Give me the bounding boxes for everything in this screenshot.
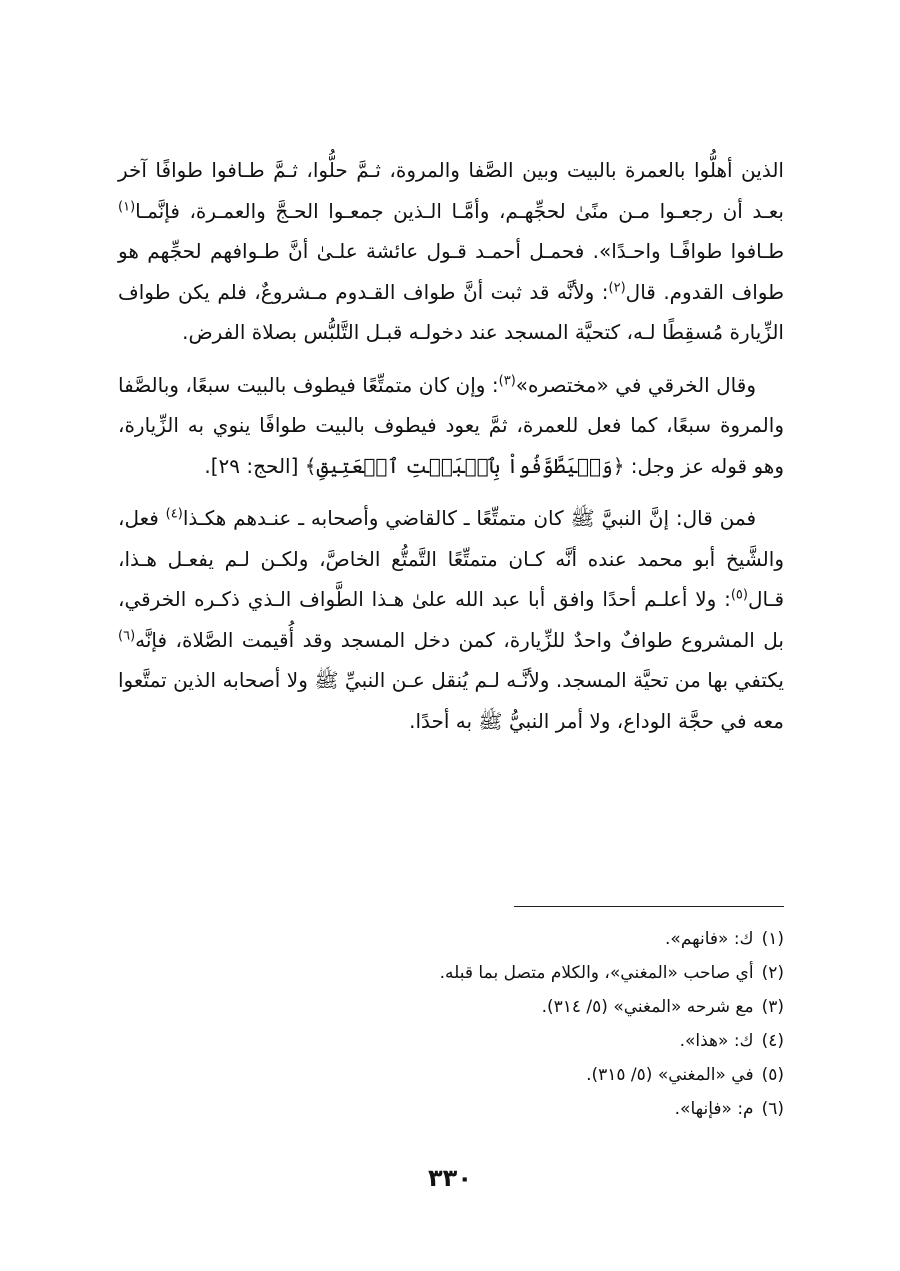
footnote-item — [300, 1092, 784, 1126]
footnote-marker: (٦) — [118, 627, 136, 643]
footnote-number: (٤) — [761, 1031, 784, 1051]
paragraph-text: : ولا أعلـم أحدًا وافق أبا عبد الله علىٰ هـذا الطَّواف الـذي ذكـره الخرقي، بل المشروع طوافٌ واحدٌ للزِّيارة، كمن دخل المسجد وقد أُقيمت الصَّلاة، فإنَّه — [118, 587, 784, 652]
quran-verse: ﴿وَلۡيَطَّوَّفُواْ بِٱلۡبَيۡتِ ٱلۡعَتِيقِ﴾ — [304, 453, 625, 478]
footnote-text: مع شرحه «المغني» (٥/ ٣١٤). — [541, 997, 754, 1017]
footnote-number: (٦) — [761, 1099, 784, 1119]
footnote-item — [300, 956, 784, 990]
footnotes-list — [300, 922, 784, 1126]
footnote-number: (١) — [761, 929, 784, 949]
verse-reference: [الحج: ٢٩]. — [204, 453, 305, 478]
footnote-marker: (٥) — [730, 587, 748, 603]
paragraph-text: فعل، والشَّيخ أبو محمد عنده أنَّه كـان متمتِّعًا التَّمتُّع الخاصَّ، ولكـن لـم يفعـل هـذا، قـال — [118, 506, 784, 611]
footnote-item — [300, 1024, 784, 1058]
footnote-item — [300, 922, 784, 956]
footnote-item — [300, 990, 784, 1024]
footnote-number: (٣) — [761, 997, 784, 1017]
footnote-marker: (٢) — [608, 279, 626, 295]
footnote-text: في «المغني» (٥/ ٣١٥). — [586, 1065, 754, 1085]
paragraph-3 — [118, 498, 784, 741]
footnote-text: ك: «هذا». — [679, 1031, 754, 1051]
footnote-text: م: «فإنها». — [674, 1099, 754, 1119]
paragraph-text: يكتفي بها من تحيَّة المسجد. ولأنَّـه لـم يُنقل عـن النبيِّ ﷺ ولا أصحابه الذين تمتَّعوا معه في حجَّة الوداع، ولا أمر النبيُّ ﷺ به أحدًا. — [118, 668, 784, 733]
paragraph-text: : ولأنَّه قد ثبت أنَّ طواف القـدوم مـشروعٌ، فلم يكن طواف الزِّيارة مُسقِطًا لـه، كتحيَّة المسجد عند دخولـه قبـل التَّلبُّس بصلاة الفرض. — [118, 279, 784, 344]
page-number: ٣٣٠ — [428, 1164, 472, 1192]
paragraph-text: فمن قال: إنَّ النبيَّ ﷺ كان متمتِّعًا ـ كالقاضي وأصحابه ـ عنـدهم هكـذا — [182, 506, 757, 530]
footnote-number: (٥) — [761, 1065, 784, 1085]
footnote-divider — [514, 906, 784, 907]
footnote-marker: (٣) — [498, 372, 516, 388]
paragraph-text: : وإن كان متمتِّعًا فيطوف بالبيت سبعًا، وبالصَّفا والمروة سبعًا، كما فعل للعمرة، ثمَّ يعود فيطوف بالبيت طوافًا ينوي به الزِّيارة، وهو قوله عز وجل: — [118, 372, 784, 478]
footnote-number: (٢) — [761, 963, 784, 983]
footnote-text: ك: «فانهم». — [665, 929, 754, 949]
footnote-text: أي صاحب «المغني»، والكلام متصل بما قبله. — [439, 963, 754, 983]
footnote-marker: (١) — [118, 198, 136, 214]
paragraph-text: الذين أهلُّوا بالعمرة بالبيت وبين الصَّفا والمروة، ثـمَّ حلُّوا، ثـمَّ طـافوا طوافًا آخر بعـد أن رجعـوا مـن منًىٰ لحجِّهـم، وأمَّـا الـذين جمعـوا الحـجَّ والعمـرة، فإنَّمـا — [118, 158, 784, 223]
paragraph-text: وقال الخرقي في «مختصره» — [515, 372, 756, 397]
paragraph-text: طـافوا طوافًـا واحـدًا». فحمـل أحمـد قـول عائشة علـىٰ أنَّ طـوافهم لحجِّهم هو طواف القدوم. قال — [118, 239, 785, 304]
footnote-item — [300, 1058, 784, 1092]
footnote-marker: (٤) — [165, 506, 183, 522]
paragraph-2 — [118, 365, 784, 487]
main-text — [118, 150, 784, 753]
paragraph-1 — [118, 150, 784, 353]
